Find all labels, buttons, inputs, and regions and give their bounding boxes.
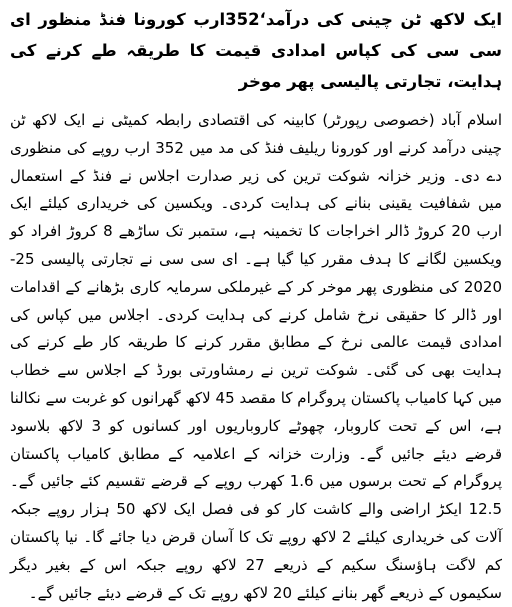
article-body: اسلام آباد (خصوصی رپورٹر) کابینہ کی اقتصادی رابطہ کمیٹی نے ایک لاکھ ٹن چینی درآمد کرنے اور کورونا ریلیف فنڈ کی مد میں 352 ارب روپے کی منظوری دے دی۔ وزیر خزانہ شوکت ترین کی زیر صدارت اجلاس نے فنڈ کے استعمال میں شفافیت یقینی بنانے کی ہدایت کردی۔ ویکسین کی خریداری کیلئے ایک ارب 20 کروڑ ڈالر اخراجات کا تخمینہ ہے، ستمبر تک ساڑھے 8 کروڑ افراد کو ویکسین لگانے کا ہدف مقرر کیا گیا ہے۔ ای سی سی نے تجارتی پالیسی 25-2020 کی منظوری پھر موخر کر کے غیرملکی سرمایہ کاری بڑھانے کے اقدامات اور ڈالر کا حقیقی نرخ شامل کرنے کی ہدایت کردی۔ اجلاس میں کپاس کی امدادی قیمت عالمی نرخ کے مطابق مقرر کرنے کا طریقہ کار طے کرنے کی ہدایت بھی کی گئی۔ شوکت ترین نے رمشاورتی بورڈ کے اجلاس سے خطاب میں کہا کامیاب پاکستان پروگرام کا مقصد 45 لاکھ گھرانوں کو غربت سے نکالنا ہے، اس کے تحت کاروبار، چھوٹے کاروباریوں اور کسانوں کو 3 لاکھ بلاسود قرضے دیئے جائیں گے۔ وزارت خزانہ کے اعلامیہ کے مطابق کامیاب پاکستان پروگرام کے تحت برسوں میں 1.6 کھرب روپے کے قرضے تقسیم کئے جائیں گے۔ 12.5 ایکڑ اراضی والے کاشت کار کو فی فصل ایک لاکھ 50 ہزار روپے جبکہ آلات کی خریداری کیلئے 2 لاکھ روپے تک کا آسان قرض دیا جائے گا۔ نیا پاکستان کم لاگت ہاؤسنگ سکیم کے ذریعے 27 لاکھ روپے جبکہ اس کے بغیر دیگر سکیموں کے ذریعے گھر بنانے کیلئے 20 لاکھ روپے تک کے قرضے دیئے جائیں گے۔ [10, 111, 502, 602]
headline: ایک لاکھ ٹن چینی کی درآمد‘352ارب کورونا فنڈ منظور ای سی سی کی کپاس امدادی قیمت کا طریقہ طے کرنے کی ہدایت، تجارتی پالیسی پھر موخر [10, 10, 503, 91]
